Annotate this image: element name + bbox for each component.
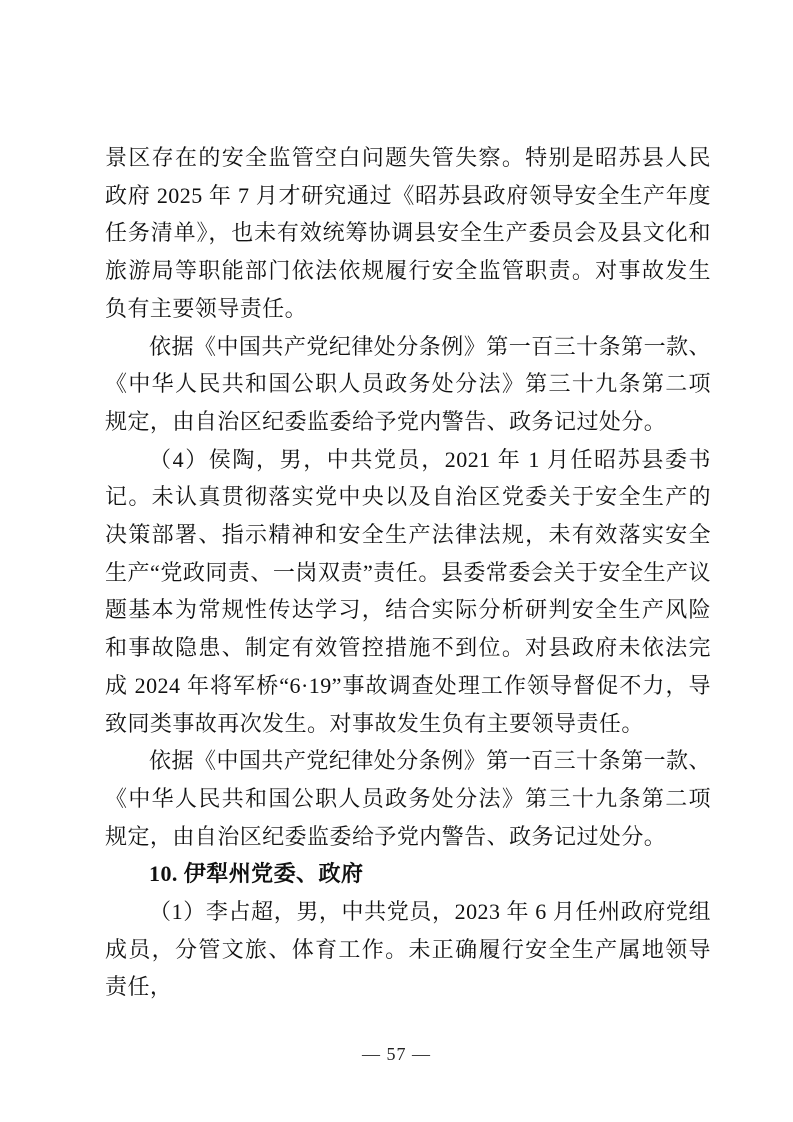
section-heading: 10. 伊犁州党委、政府	[149, 861, 364, 887]
page-footer	[0, 1044, 793, 1065]
document-paragraph: 依据《中国共产党纪律处分条例》第一百三十条第一款、《中华人民共和国公职人员政务处分法》第三十九条第二项规定，由自治区纪委监委给予党内警告、政务记过处分。	[105, 333, 711, 434]
document-paragraph: 依据《中国共产党纪律处分条例》第一百三十条第一款、《中华人民共和国公职人员政务处分法》第三十九条第二项规定，由自治区纪委监委给予党内警告、政务记过处分。	[105, 748, 711, 849]
document-paragraph: （4）侯陶，男，中共党员，2021 年 1 月任昭苏县委书记。未认真贯彻落实党中央以及自治区党委关于安全生产的决策部署、指示精神和安全生产法律法规，未有效落实安全生产“党政同责、一岗双责”责任。县委常委会关于安全生产议题基本为常规性传达学习，结合实际分析研判安全生产风险和事故隐患、制定有效管控措施不到位。对县政府未依法完成 2024 年将军桥“6·19”事故调查处理工作领导督促不力，导致同类事故再次发生。对事故发生负有主要领导责任。	[105, 446, 711, 736]
document-body	[105, 139, 711, 1006]
page-number: — 57 —	[362, 1044, 431, 1064]
document-paragraph: （1）李占超，男，中共党员，2023 年 6 月任州政府党组成员，分管文旅、体育工作。未正确履行安全生产属地领导责任，	[105, 899, 711, 1000]
document-paragraph: 景区存在的安全监管空白问题失管失察。特别是昭苏县人民政府 2025 年 7 月才研究通过《昭苏县政府领导安全生产年度任务清单》，也未有效统筹协调县安全生产委员会及县文化和旅游局等职能部门依法依规履行安全监管职责。对事故发生负有主要领导责任。	[105, 145, 711, 321]
